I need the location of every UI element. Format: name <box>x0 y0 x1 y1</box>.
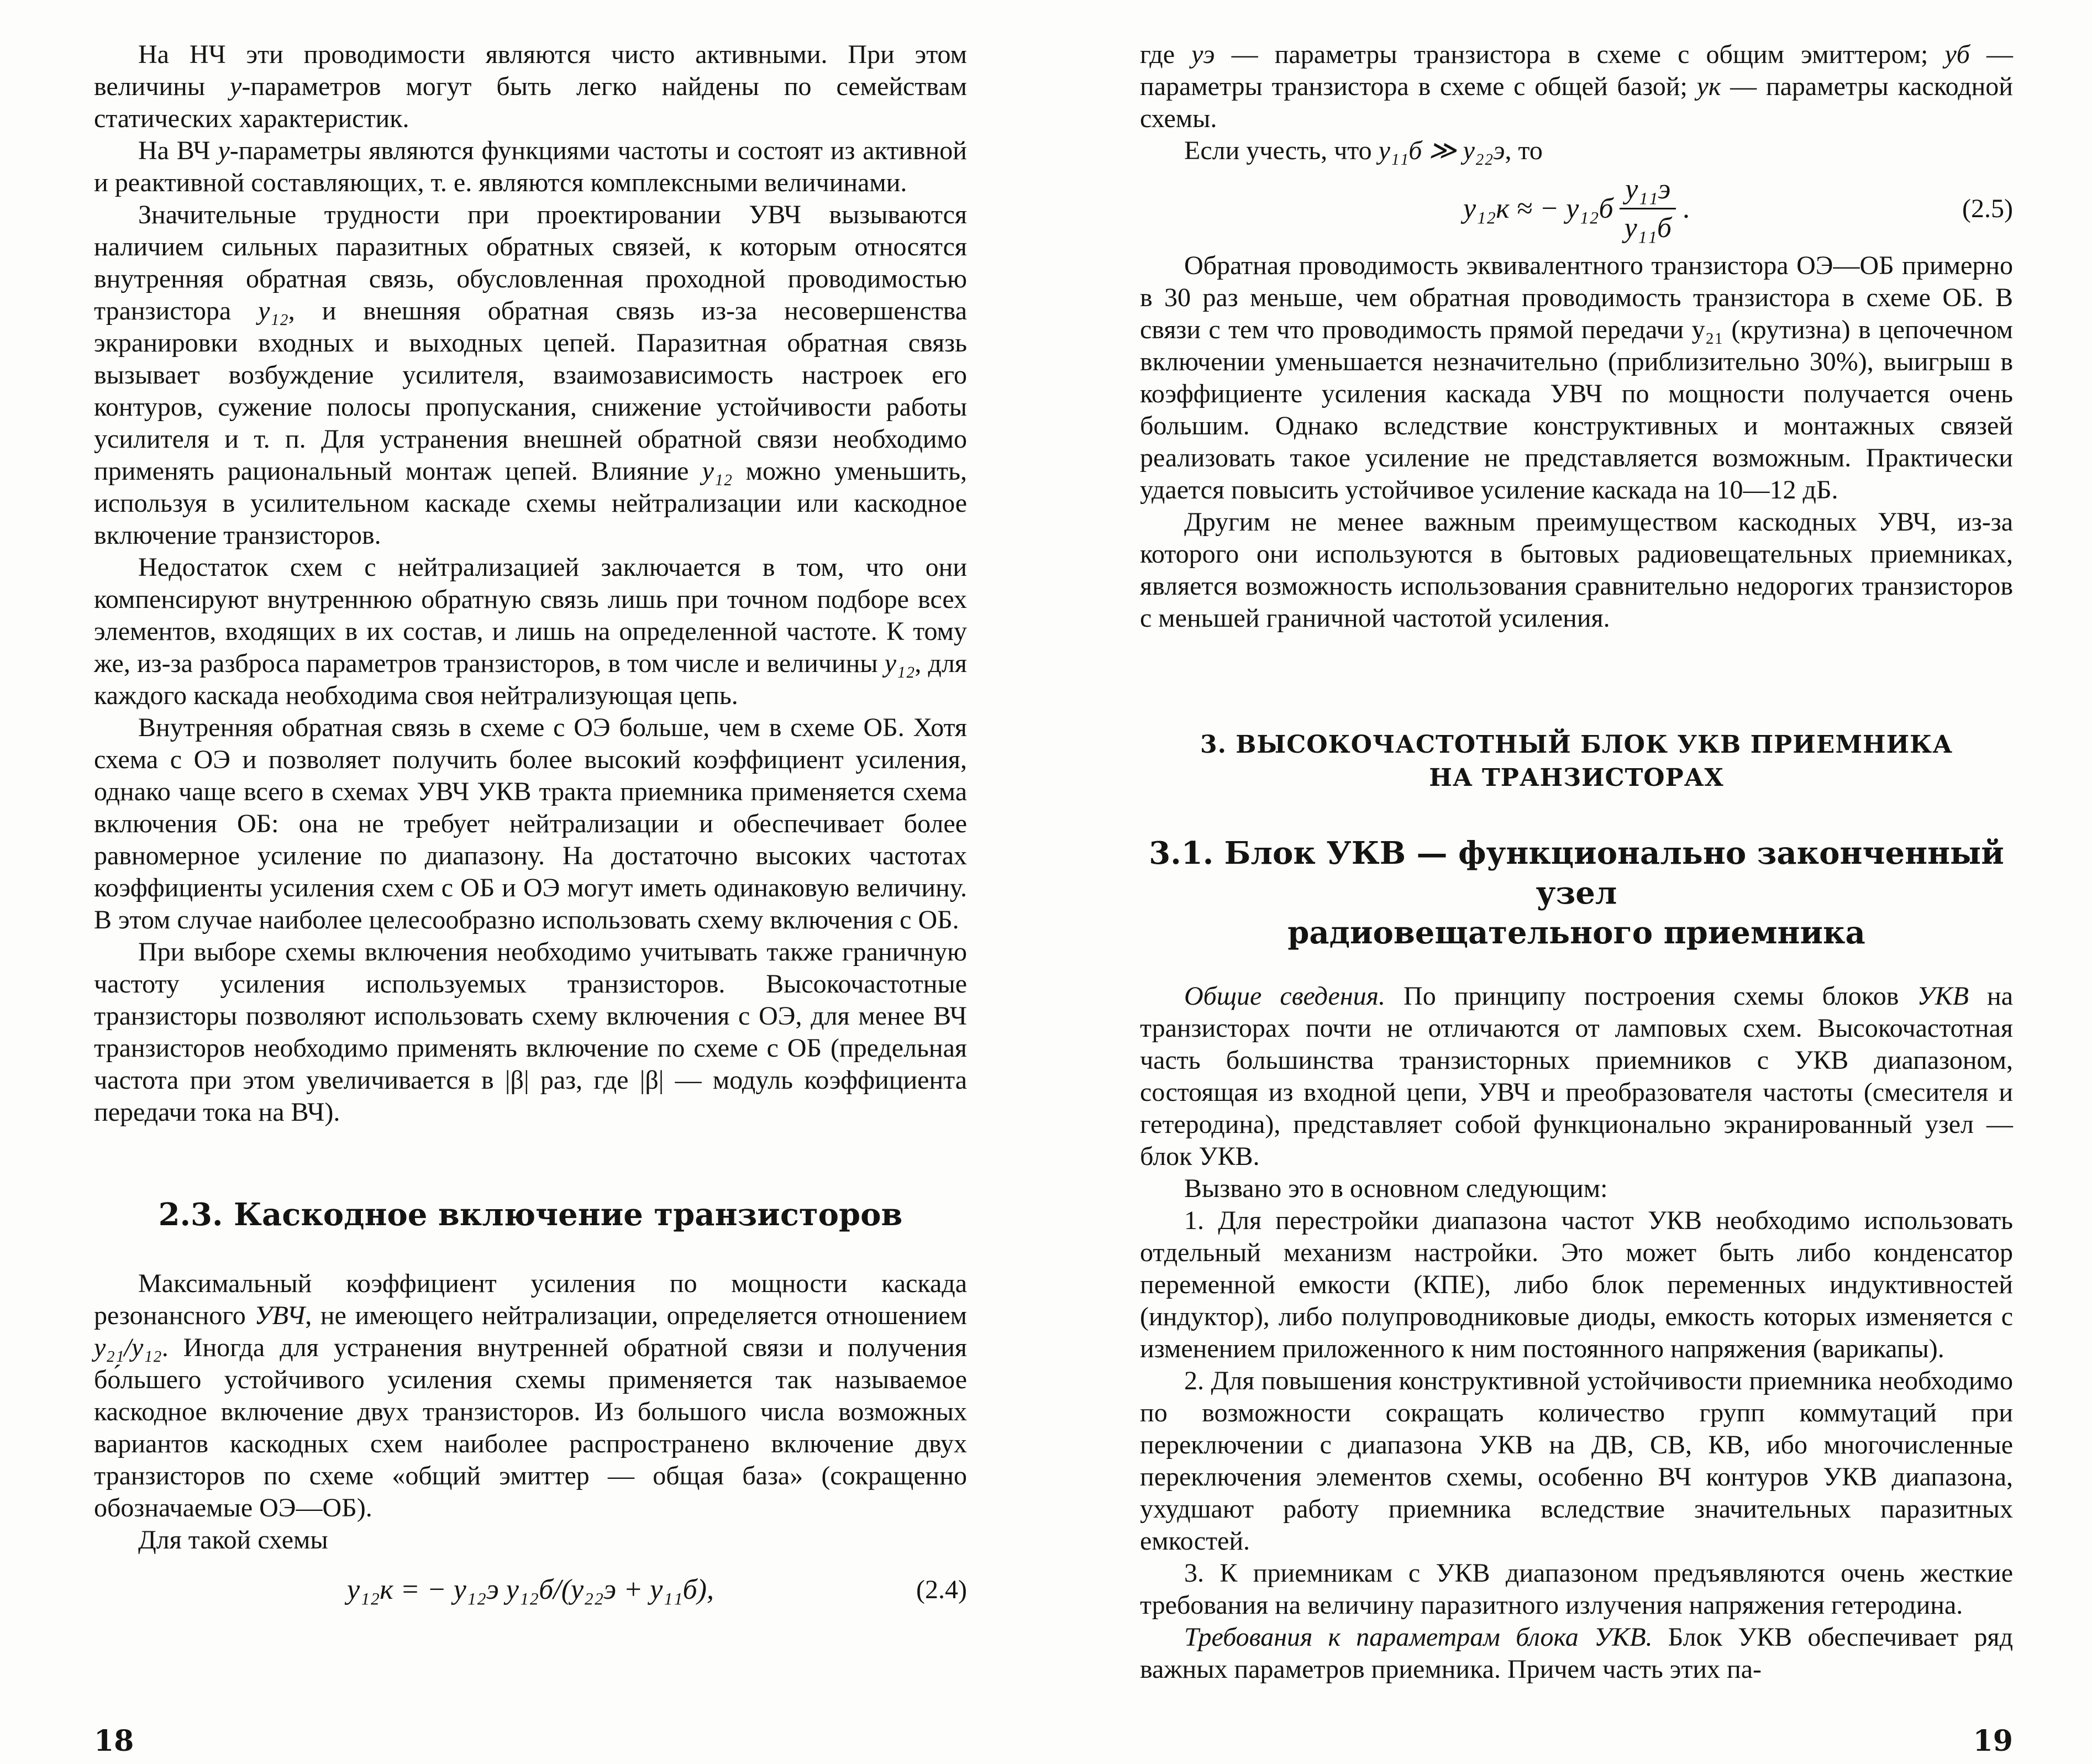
chapter-heading-line-1: 3. ВЫСОКОЧАСТОТНЫЙ БЛОК УКВ ПРИЕМНИКА <box>1200 731 1953 759</box>
formula-fraction <box>1619 173 1677 244</box>
formula-2-4 <box>94 1556 967 1623</box>
page-number: 19 <box>1973 1724 2013 1758</box>
left-text-column <box>94 39 968 1758</box>
right-page <box>1046 0 2092 1764</box>
paragraph: На НЧ эти проводимости являются чисто активными. При этом величины y-параметров могут быть легко найдены по семействам статических характеристик. <box>94 40 967 133</box>
fraction-numerator: y₁₁э <box>1620 173 1676 209</box>
paragraph: Для такой схемы <box>138 1525 328 1555</box>
list-item: 3. К приемникам с УКВ диапазоном предъявляются очень жесткие требования на величину паразитного излучения напряжения гетеродина. <box>1140 1558 2013 1620</box>
list-item: 1. Для перестройки диапазона частот УКВ необходимо использовать отдельный механизм настройки. Это может быть либо конденсатор переменной емкости (КПЕ), либо блок переменных индуктивностей (индуктор), либо полупроводниковые диоды, емкость которых изменяется с изменением приложенного к ним постоянного напряжения (варикапы). <box>1140 1206 2013 1363</box>
section-heading-line-2: радиовещательного приемника <box>1287 915 1865 951</box>
equation-number: (2.5) <box>1962 193 2013 223</box>
paragraph: Значительные трудности при проектировании УВЧ вызываются наличием сильных паразитных обратных связей, к которым относятся внутренняя обратная связь, обусловленная проходной проводимостью транзистора y₁₂, и внешняя обратная связь из-за несовершенства экранировки входных и выходных цепей. Паразитная обратная связь вызывает возбуждение усилителя, взаимозависимость настроек его контуров, сужение полосы пропускания, снижение устойчивости работы усилителя и т. п. Для устранения внешней обратной связи необходимо применять рациональный монтаж цепей. Влияние y₁₂ можно уменьшить, используя в усилительном каскаде схемы нейтрализации или каскодное включение транзисторов. <box>94 200 968 550</box>
formula-lhs: y₁₂к ≈ − y₁₂б <box>1463 192 1613 224</box>
page-number: 18 <box>94 1724 134 1758</box>
paragraph: На ВЧ y-параметры являются функциями частоты и состоят из активной и реактивной составляющих, т. е. являются комплексными величинами. <box>94 136 967 197</box>
paragraph: Максимальный коэффициент усиления по мощности каскада резонансного УВЧ, не имеющего нейтрализации, определяется отношением y₂₁/y₁₂. Иногда для устранения внутренней обратной связи и получения бо́льшего устойчивого усиления схемы применяется так называемое каскодное включение двух транзисторов. Из большого числа возможных вариантов каскодных схем наиболее распространено включение двух транзисторов по схеме «общий эмиттер — общая база» (сокращенно обозначаемые ОЭ—ОБ). <box>94 1269 967 1523</box>
chapter-heading-line-2: НА ТРАНЗИСТОРАХ <box>1429 764 1724 792</box>
section-heading: 2.3. Каскодное включение транзисторов <box>158 1196 903 1233</box>
paragraph: где yэ — параметры транзистора в схеме с общим эмиттером; yб — параметры транзистора в схеме с общей базой; yк — параметры каскодной схемы. <box>1140 40 2013 133</box>
paragraph: Другим не менее важным преимуществом каскодных УВЧ, из-за которого они используются в бытовых радиовещательных приемниках, является возможность использования сравнительно недорогих транзисторов с меньшей граничной частотой усиления. <box>1140 507 2013 633</box>
paragraph: При выборе схемы включения необходимо учитывать также граничную частоту усиления используемых транзисторов. Высокочастотные транзисторы позволяют использовать схему включения с ОЭ, для менее ВЧ транзисторов необходимо применять включение по схеме с ОБ (предельная частота при этом увеличивается в |β| раз, где |β| — модуль коэффициента передачи тока на ВЧ). <box>94 937 967 1127</box>
paragraph: Вызвано это в основном следующим: <box>1184 1174 1608 1203</box>
paragraph: Общие сведения. По принципу построения схемы блоков УКВ на транзисторах почти не отличаются от ламповых схем. Высокочастотная часть большинства транзисторных приемников с УКВ диапазоном, состоящая из входной цепи, УВЧ и преобразователя частоты (смесителя и гетеродина), представляет собой функционально экранированный узел — блок УКВ. <box>1140 981 2014 1171</box>
right-text-column <box>1140 39 2014 1758</box>
paragraph: Если учесть, что y₁₁б ≫ y₂₂э, то <box>1184 136 1543 165</box>
formula-period: . <box>1682 192 1690 224</box>
paragraph: Требования к параметрам блока УКВ. Блок УКВ обеспечивает ряд важных параметров приемника. Причем часть этих па- <box>1140 1623 2013 1684</box>
equation-number: (2.4) <box>916 1574 967 1604</box>
list-item: 2. Для повышения конструктивной устойчивости приемника необходимо по возможности сокращать количество групп коммутаций при переключении с диапазона УКВ на ДВ, СВ, КВ, ибо многочисленные переключения элементов схемы, особенно ВЧ контуров УКВ диапазона, ухудшают работу приемника вследствие значительных паразитных емкостей. <box>1140 1366 2013 1556</box>
paragraph: Обратная проводимость эквивалентного транзистора ОЭ—ОБ примерно в 30 раз меньше, чем обратная проводимость транзистора в схеме ОБ. В связи с тем что проводимость прямой передачи y₂₁ (крутизна) в цепочечном включении уменьшается незначительно (приблизительно 30%), выигрыш в коэффициенте усиления каскада УВЧ по мощности получается очень большим. Однако вследствие конструктивных и монтажных связей реализовать такое усиление не представляется возможным. Практически удается повысить устойчивое усиление каскада на 10—12 дБ. <box>1140 251 2013 505</box>
fraction-denominator: y₁₁б <box>1624 212 1672 244</box>
paragraph: Недостаток схем с нейтрализацией заключается в том, что они компенсируют внутреннюю обратную связь лишь при точном подборе всех элементов, входящих в их состав, и лишь на определенной частоте. К тому же, из-за разброса параметров транзисторов, в том числе и величины y₁₂, для каждого каскада необходима своя нейтрализующая цепь. <box>94 553 968 710</box>
section-heading-line-1: 3.1. Блок УКВ — функционально законченный узел <box>1149 835 2004 911</box>
formula-2-5 <box>1140 167 2013 250</box>
formula-expression: y₁₂к = − y₁₂э y₁₂б/(y₂₂э + y₁₁б), <box>346 1573 714 1605</box>
paragraph: Внутренняя обратная связь в схеме с ОЭ больше, чем в схеме ОБ. Хотя схема с ОЭ и позволяет получить более высокий коэффициент усиления, однако чаще всего в схемах УВЧ УКВ тракта приемника применяется схема включения ОБ: она не требует нейтрализации и обеспечивает более равномерное усиление по диапазону. На достаточно высоких частотах коэффициенты усиления схем с ОБ и ОЭ могут иметь одинаковую величину. В этом случае наиболее целесообразно использовать схему включения с ОБ. <box>94 713 967 935</box>
